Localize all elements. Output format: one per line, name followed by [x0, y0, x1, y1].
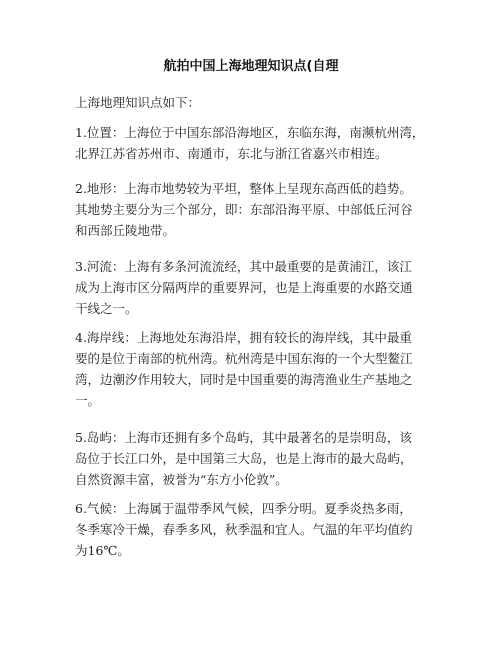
- paragraph-coastline: [75, 327, 435, 411]
- paragraph-rivers: [75, 256, 435, 319]
- paragraph-line: 北界江苏省苏州市、南通市，东北与浙江省嘉兴市相连。: [75, 146, 388, 161]
- paragraph-line: 为16℃。: [75, 543, 130, 558]
- paragraph-location: [75, 122, 435, 164]
- paragraph-line: 一。: [75, 393, 101, 408]
- intro-text: 上海地理知识点如下：: [75, 95, 201, 110]
- paragraph-line: 其地势主要分为三个部分，即：东部沿海平原、中部低丘河谷: [75, 202, 413, 217]
- paragraph-line: 冬季寒冷干燥，春季多风，秋季温和宜人。气温的年平均值约: [75, 522, 413, 537]
- paragraph-islands: [75, 427, 435, 490]
- paragraph-line: 3.河流：上海有多条河流流经，其中最重要的是黄浦江，该江: [75, 259, 412, 274]
- paragraph-line: 干线之一。: [75, 301, 138, 316]
- document-title: 航拍中国上海地理知识点(自理: [163, 59, 339, 74]
- paragraph-line: 1.位置：上海位于中国东部沿海地区，东临东海，南濒杭州湾，: [75, 125, 425, 140]
- paragraph-line: 成为上海市区分隔两岸的重要界河，也是上海重要的水路交通: [75, 280, 413, 295]
- paragraph-line: 和西部丘陵地带。: [75, 223, 176, 238]
- paragraph-line: 5.岛屿：上海市还拥有多个岛屿，其中最著名的是崇明岛，该: [75, 430, 412, 445]
- paragraph-terrain: [75, 178, 435, 241]
- paragraph-line: 自然资源丰富，被誉为“东方小伦敦”。: [75, 472, 288, 487]
- paragraph-line: 6.气候：上海属于温带季风气候，四季分明。夏季炎热多雨，: [75, 501, 412, 516]
- paragraph-line: 湾，边潮汐作用较大，同时是中国重要的海湾渔业生产基地之: [75, 372, 413, 387]
- paragraph-line: 岛位于长江口外，是中国第三大岛，也是上海市的最大岛屿，: [75, 451, 413, 466]
- paragraph-line: 4.海岸线：上海地处东海沿岸，拥有较长的海岸线，其中最重: [75, 330, 412, 345]
- paragraph-climate: [75, 498, 435, 561]
- paragraph-line: 要的是位于南部的杭州湾。杭州湾是中国东海的一个大型鳌江: [75, 351, 413, 366]
- paragraph-line: 2.地形：上海市地势较为平坦，整体上呈现东高西低的趋势。: [75, 181, 412, 196]
